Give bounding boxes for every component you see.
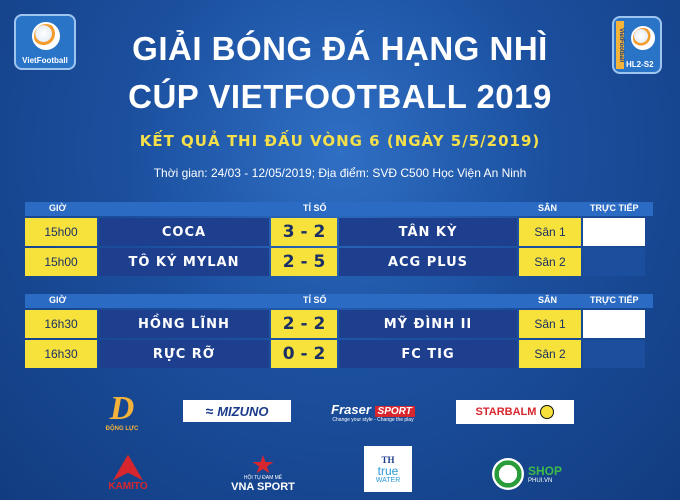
fraser-sport-logo	[318, 396, 428, 428]
live-cell	[583, 340, 645, 368]
match-field: Sân 2	[519, 340, 581, 368]
shopphui-logo	[490, 454, 564, 494]
mizuno-label: MIZUNO	[217, 403, 269, 419]
match-field: Sân 1	[519, 218, 581, 246]
match-row	[25, 218, 653, 246]
header-score: TỈ SỐ	[303, 295, 327, 305]
shop-label: SHOP	[527, 464, 562, 478]
sponsors-area	[0, 380, 680, 500]
star-icon	[252, 455, 274, 475]
shop-url: PHUI.VN	[527, 478, 553, 484]
water-label: WATER	[375, 476, 401, 484]
header-field: SÂN	[538, 203, 558, 213]
results-table-1	[25, 202, 653, 276]
bvb-crest-icon	[540, 405, 554, 419]
match-row	[25, 310, 653, 338]
vna-label: VNA SPORT	[231, 481, 295, 493]
live-cell[interactable]	[583, 218, 645, 246]
match-time: 16h30	[25, 310, 97, 338]
starbalm-label: STARBALM	[475, 406, 537, 418]
logo-right-label: HL2-S2	[626, 60, 654, 69]
match-field: Sân 2	[519, 248, 581, 276]
logo-right-strip: VietFootball	[616, 21, 624, 69]
mizuno-runbird-icon: ≈	[205, 403, 214, 419]
mizuno-logo	[183, 400, 291, 422]
page-title-line2: CÚP VIETFOOTBALL 2019	[128, 78, 552, 115]
match-score: 2 - 2	[271, 310, 337, 338]
fraser-slogan: Change your style - Change the play	[332, 416, 414, 423]
kamito-logo	[100, 448, 156, 498]
header-time: GIỜ	[49, 203, 67, 213]
table-header	[25, 294, 653, 308]
event-info: Thời gian: 24/03 - 12/05/2019; Địa điểm: SVĐ C500 Học Viện An Ninh	[153, 166, 527, 180]
results-subtitle: KẾT QUẢ THI ĐẤU VÒNG 6 (NGÀY 5/5/2019)	[139, 132, 541, 150]
match-row	[25, 248, 653, 276]
fraser-sport-label: SPORT	[375, 406, 415, 417]
home-team: TÔ KÝ MYLAN	[99, 248, 269, 276]
logo-left-label: VietFootball	[22, 56, 68, 65]
home-team: RỰC RỠ	[99, 340, 269, 368]
match-score: 0 - 2	[271, 340, 337, 368]
fraser-label: Fraser	[331, 401, 371, 417]
match-time: 15h00	[25, 218, 97, 246]
page-title-line1: GIẢI BÓNG ĐÁ HẠNG NHÌ	[132, 30, 548, 67]
vna-slogan: HỘI TỤ ĐAM MÊ	[243, 475, 283, 481]
dongluc-logo	[100, 386, 144, 438]
away-team: TÂN KỲ	[339, 218, 517, 246]
header-live: TRỰC TIẾP	[590, 203, 639, 213]
dongluc-label: ĐỘNG LỰC	[105, 426, 139, 432]
match-row	[25, 340, 653, 368]
home-team: COCA	[99, 218, 269, 246]
match-score: 3 - 2	[271, 218, 337, 246]
table-header	[25, 202, 653, 216]
kamito-label: KAMITO	[108, 480, 148, 492]
header-field: SÂN	[538, 295, 558, 305]
header-live: TRỰC TIẾP	[590, 295, 639, 305]
dongluc-letter: D	[109, 390, 135, 427]
away-team: FC TIG	[339, 340, 517, 368]
th-true-water-logo	[364, 446, 412, 492]
header-time: GIỜ	[49, 295, 67, 305]
away-team: MỸ ĐÌNH II	[339, 310, 517, 338]
home-team: HỒNG LĨNH	[99, 310, 269, 338]
live-cell[interactable]	[583, 310, 645, 338]
th-label: TH	[381, 454, 395, 465]
results-table-2	[25, 294, 653, 368]
vna-sport-logo	[218, 454, 308, 494]
kamito-icon	[113, 455, 143, 481]
match-time: 16h30	[25, 340, 97, 368]
away-team: ACG PLUS	[339, 248, 517, 276]
football-icon	[492, 458, 524, 490]
match-score: 2 - 5	[271, 248, 337, 276]
match-field: Sân 1	[519, 310, 581, 338]
live-cell	[583, 248, 645, 276]
match-time: 15h00	[25, 248, 97, 276]
starbalm-logo	[456, 400, 574, 424]
true-label: true	[377, 463, 399, 478]
header-score: TỈ SỐ	[303, 203, 327, 213]
